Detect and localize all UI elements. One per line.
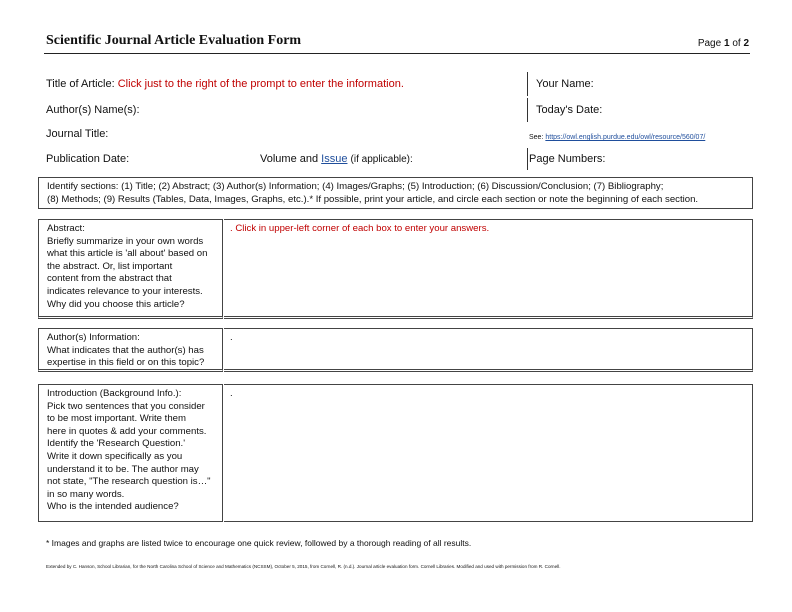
sections-line-2: (8) Methods; (9) Results (Tables, Data, Images, Graphs, etc.).* If possible, print your article, and circle each section or note the beginning of each section. — [47, 194, 699, 205]
credit-line: Extended by C. Hanson, School Librarian, for the North Carolina School of Science and Mathematics (NCSSM), October 5, 2015, from Cornell, R. (n.d.). Journal article evaluation form. Cornell Libraries. Modified and used with permission from R. Cornell. — [46, 564, 561, 569]
pages-divider — [527, 148, 528, 170]
page-label: Page — [697, 38, 722, 49]
abstract-line: what this article is 'all about' based on — [47, 248, 208, 260]
introduction-prompt — [38, 384, 223, 522]
introduction-line: in so many words. — [47, 488, 125, 500]
title-of-article-input[interactable]: Click just to the right of the prompt to enter the information. — [117, 78, 404, 90]
journal-title-field[interactable]: Journal Title: — [46, 128, 109, 140]
volume-label: Volume and — [260, 153, 319, 165]
if-applicable-label: (if applicable): — [350, 154, 413, 165]
purdue-owl-link[interactable]: https://owl.english.purdue.edu/owl/resource/560/07/ — [545, 134, 706, 141]
author-info-answer-prompt[interactable]: . — [230, 332, 233, 343]
introduction-line: understand it to be. The author may — [47, 463, 199, 475]
introduction-line: to be most important. Write them — [47, 413, 186, 425]
author-info-line: Author(s) Information: — [47, 332, 140, 343]
see-reference — [529, 134, 705, 141]
abstract-section — [38, 219, 753, 319]
abstract-answer-box[interactable] — [224, 219, 753, 319]
introduction-answer-box[interactable] — [224, 384, 753, 522]
abstract-line: Briefly summarize in your own words — [47, 235, 204, 247]
title-of-article-row — [46, 78, 404, 90]
author-info-prompt — [38, 328, 223, 372]
title-of-article-label: Title of Article: — [46, 78, 115, 90]
header-rule — [44, 53, 750, 54]
date-divider — [527, 98, 528, 122]
page-total: 2 — [743, 38, 749, 49]
introduction-line: Introduction (Background Info.): — [47, 388, 182, 399]
author-info-answer-box[interactable] — [224, 328, 753, 372]
abstract-line: Abstract: — [47, 223, 85, 234]
introduction-line: Pick two sentences that you consider — [47, 400, 205, 412]
identify-sections-box — [38, 177, 753, 209]
abstract-answer-prompt[interactable]: . Click in upper-left corner of each box to enter your answers. — [230, 223, 490, 234]
author-info-line: expertise in this field or on this topic? — [47, 357, 205, 369]
introduction-line: not state, "The research question is…" — [47, 476, 211, 488]
introduction-line: Identify the 'Research Question.' — [47, 438, 186, 450]
volume-issue-field[interactable] — [260, 153, 413, 165]
abstract-line: the abstract. Or, list important — [47, 260, 173, 272]
page-of: of — [732, 38, 741, 49]
your-name-field[interactable]: Your Name: — [536, 78, 594, 90]
page-numbers-field[interactable]: Page Numbers: — [529, 153, 606, 165]
sections-line-1: Identify sections: (1) Title; (2) Abstract; (3) Author(s) Information; (4) Images/Graphs; (5) Introduction; (6) Discussion/Conclusion; (7) Bibliography; — [47, 181, 664, 192]
author-info-line: What indicates that the author(s) has — [47, 344, 204, 356]
introduction-section — [38, 384, 753, 522]
introduction-answer-prompt[interactable]: . — [230, 388, 233, 399]
authors-field[interactable]: Author(s) Name(s): — [46, 104, 140, 116]
publication-date-field[interactable]: Publication Date: — [46, 153, 130, 165]
abstract-line: indicates relevance to your interests. — [47, 285, 203, 297]
introduction-line: here in quotes & add your comments. — [47, 425, 207, 437]
issue-link[interactable]: Issue — [321, 153, 348, 165]
author-info-section — [38, 328, 753, 372]
page-current: 1 — [723, 38, 730, 49]
todays-date-field[interactable]: Today's Date: — [536, 104, 603, 116]
name-divider — [527, 72, 528, 96]
abstract-line: Why did you choose this article? — [47, 298, 185, 310]
introduction-line: Write it down specifically as you — [47, 450, 183, 462]
abstract-prompt — [38, 219, 223, 319]
abstract-line: content from the abstract that — [47, 273, 172, 285]
page-number — [698, 38, 749, 49]
page-title: Scientific Journal Article Evaluation Form — [46, 33, 302, 48]
footnote: * Images and graphs are listed twice to encourage one quick review, followed by a thorough reading of all results. — [46, 538, 472, 548]
introduction-line: Who is the intended audience? — [47, 501, 179, 513]
see-label: See: — [529, 134, 544, 141]
